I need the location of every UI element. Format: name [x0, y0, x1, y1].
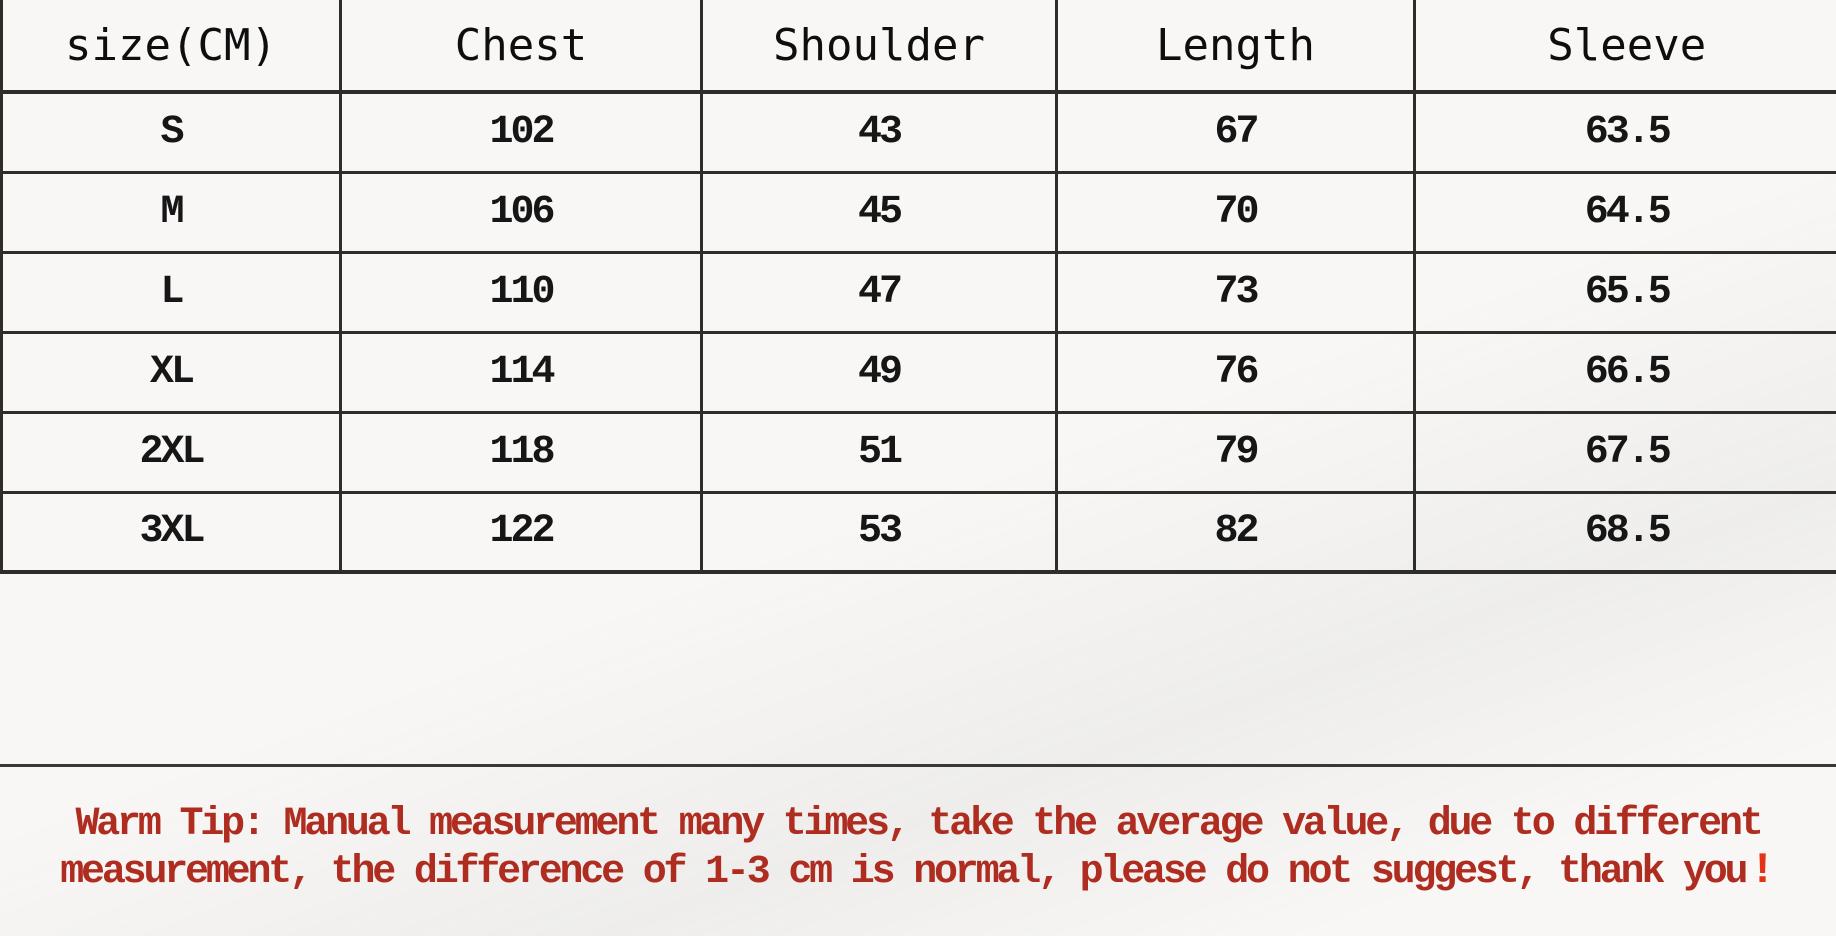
measurement-cell: 43 — [702, 92, 1057, 172]
table-row-l — [2, 252, 1836, 332]
measurement-cell: 102 — [341, 92, 702, 172]
header-cell-sleeve: Sleeve — [1415, 0, 1836, 92]
warm-tip-line-2 — [0, 848, 1836, 896]
size-label-cell: M — [2, 172, 341, 252]
measurement-cell: 106 — [341, 172, 702, 252]
measurement-cell: 118 — [341, 412, 702, 492]
measurement-cell: 110 — [341, 252, 702, 332]
size-label-cell: L — [2, 252, 341, 332]
measurement-cell: 51 — [702, 412, 1057, 492]
size-table-body — [2, 92, 1836, 572]
size-table-header — [2, 0, 1836, 92]
header-cell-length: Length — [1057, 0, 1415, 92]
measurement-cell: 45 — [702, 172, 1057, 252]
warm-tip-exclamation: ! — [1749, 846, 1776, 896]
header-cell-shoulder: Shoulder — [702, 0, 1057, 92]
warm-tip-line-1: Warm Tip: Manual measurement many times, take the average value, due to different — [75, 802, 1761, 847]
measurement-cell: 68.5 — [1415, 492, 1836, 572]
measurement-cell: 66.5 — [1415, 332, 1836, 412]
header-cell-size-cm-: size(CM) — [2, 0, 341, 92]
measurement-cell: 53 — [702, 492, 1057, 572]
size-label-cell: S — [2, 92, 341, 172]
table-row-3xl — [2, 492, 1836, 572]
measurement-cell: 67 — [1057, 92, 1415, 172]
measurement-cell: 64.5 — [1415, 172, 1836, 252]
size-table-header-row — [2, 0, 1836, 92]
measurement-cell: 73 — [1057, 252, 1415, 332]
measurement-cell: 82 — [1057, 492, 1415, 572]
table-row-m — [2, 172, 1836, 252]
horizontal-divider — [0, 764, 1836, 767]
measurement-cell: 65.5 — [1415, 252, 1836, 332]
table-row-s — [2, 92, 1836, 172]
warm-tip-text — [0, 801, 1836, 896]
measurement-cell: 49 — [702, 332, 1057, 412]
table-row-2xl — [2, 412, 1836, 492]
header-cell-chest: Chest — [341, 0, 702, 92]
table-row-xl — [2, 332, 1836, 412]
measurement-cell: 79 — [1057, 412, 1415, 492]
size-label-cell: 2XL — [2, 412, 341, 492]
measurement-cell: 114 — [341, 332, 702, 412]
warm-tip-line-2-text: measurement, the difference of 1-3 cm is normal, please do not suggest, thank you — [60, 850, 1746, 895]
measurement-cell: 70 — [1057, 172, 1415, 252]
size-label-cell: 3XL — [2, 492, 341, 572]
measurement-cell: 63.5 — [1415, 92, 1836, 172]
measurement-cell: 76 — [1057, 332, 1415, 412]
measurement-cell: 122 — [341, 492, 702, 572]
size-label-cell: XL — [2, 332, 341, 412]
measurement-cell: 67.5 — [1415, 412, 1836, 492]
measurement-cell: 47 — [702, 252, 1057, 332]
